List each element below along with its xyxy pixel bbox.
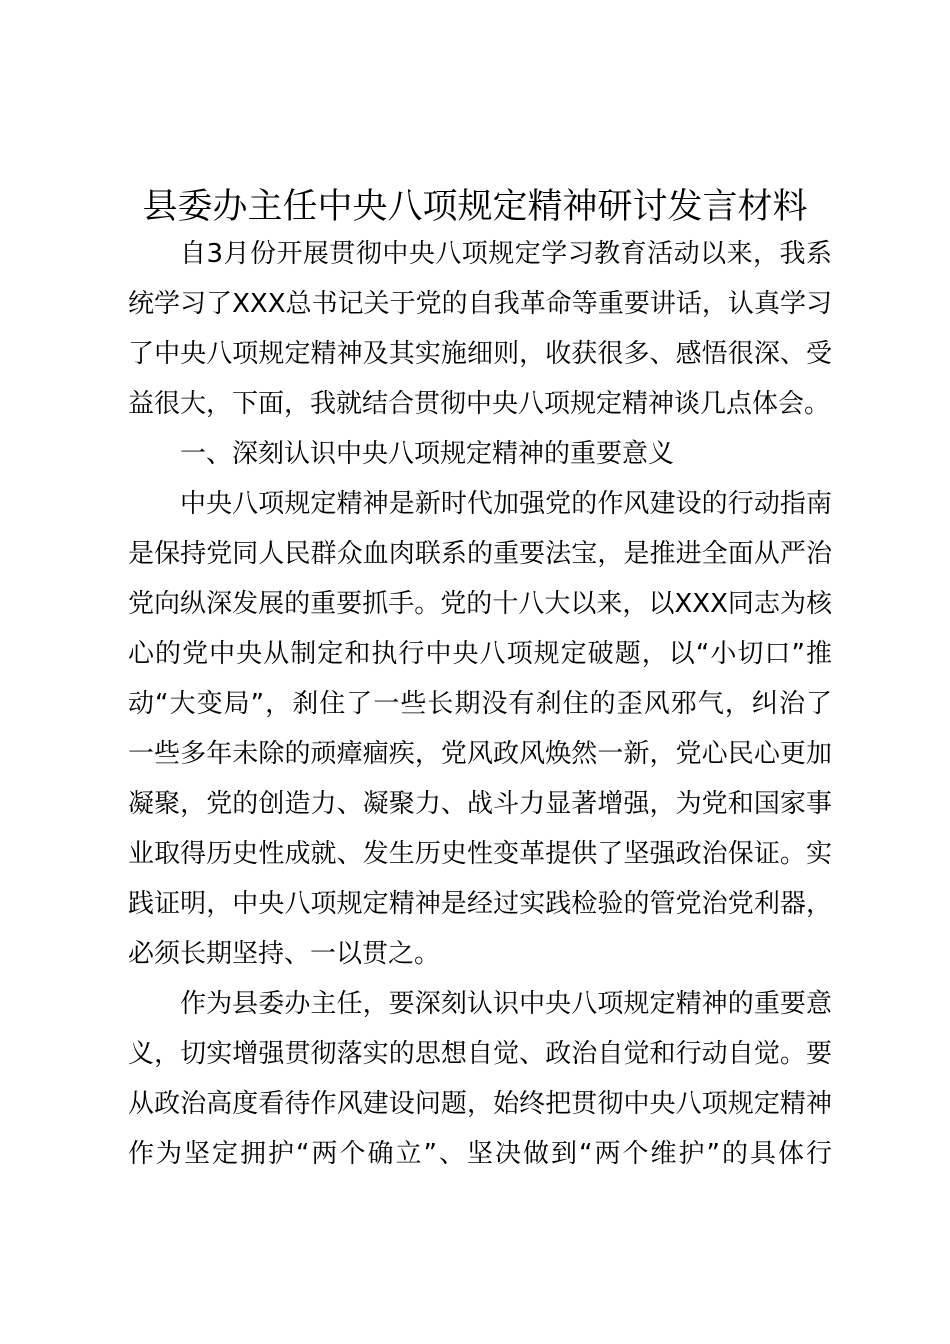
paragraph-line: 自3月份开展贯彻中央八项规定学习教育活动以来，我系 — [180, 239, 832, 269]
paragraph-line: 动“大变局”，刹住了一些长期没有刹住的歪风邪气，纠治了 — [128, 689, 832, 719]
paragraph-line: 党向纵深发展的重要抓手。党的十八大以来，以XXX同志为核 — [128, 589, 832, 619]
paragraph-line: 一些多年未除的顽瘴痼疾，党风政风焕然一新，党心民心更加 — [128, 739, 832, 769]
paragraph-line: 业取得历史性成就、发生历史性变革提供了坚强政治保证。实 — [128, 839, 832, 869]
paragraph-line: 践证明，中央八项规定精神是经过实践检验的管党治党利器， — [128, 889, 832, 919]
paragraph-line: 必须长期坚持、一以贯之。 — [128, 939, 441, 969]
paragraph-line: 益很大，下面，我就结合贯彻中央八项规定精神谈几点体会。 — [128, 389, 831, 419]
paragraph-line: 作为县委办主任，要深刻认识中央八项规定精神的重要意 — [180, 989, 832, 1019]
paragraph-line: 心的党中央从制定和执行中央八项规定破题，以“小切口”推 — [128, 639, 832, 669]
paragraph-line: 是保持党同人民群众血肉联系的重要法宝，是推进全面从严治 — [128, 539, 832, 569]
paragraph-line: 了中央八项规定精神及其实施细则，收获很多、感悟很深、受 — [128, 339, 832, 369]
paragraph-line: 作为坚定拥护“两个确立”、坚决做到“两个维护”的具体行 — [128, 1139, 832, 1169]
paragraph-line: 从政治高度看待作风建设问题，始终把贯彻中央八项规定精神 — [128, 1089, 832, 1119]
paragraph-line: 义，切实增强贯彻落实的思想自觉、政治自觉和行动自觉。要 — [128, 1039, 832, 1069]
paragraph-line: 中央八项规定精神是新时代加强党的作风建设的行动指南 — [180, 489, 832, 519]
paragraph-line: 统学习了XXX总书记关于党的自我革命等重要讲话，认真学习 — [128, 289, 832, 319]
section-heading: 一、深刻认识中央八项规定精神的重要意义 — [180, 439, 675, 469]
document-title: 县委办主任中央八项规定精神研讨发言材料 — [142, 187, 808, 227]
paragraph-line: 凝聚，党的创造力、凝聚力、战斗力显著增强，为党和国家事 — [128, 789, 832, 819]
